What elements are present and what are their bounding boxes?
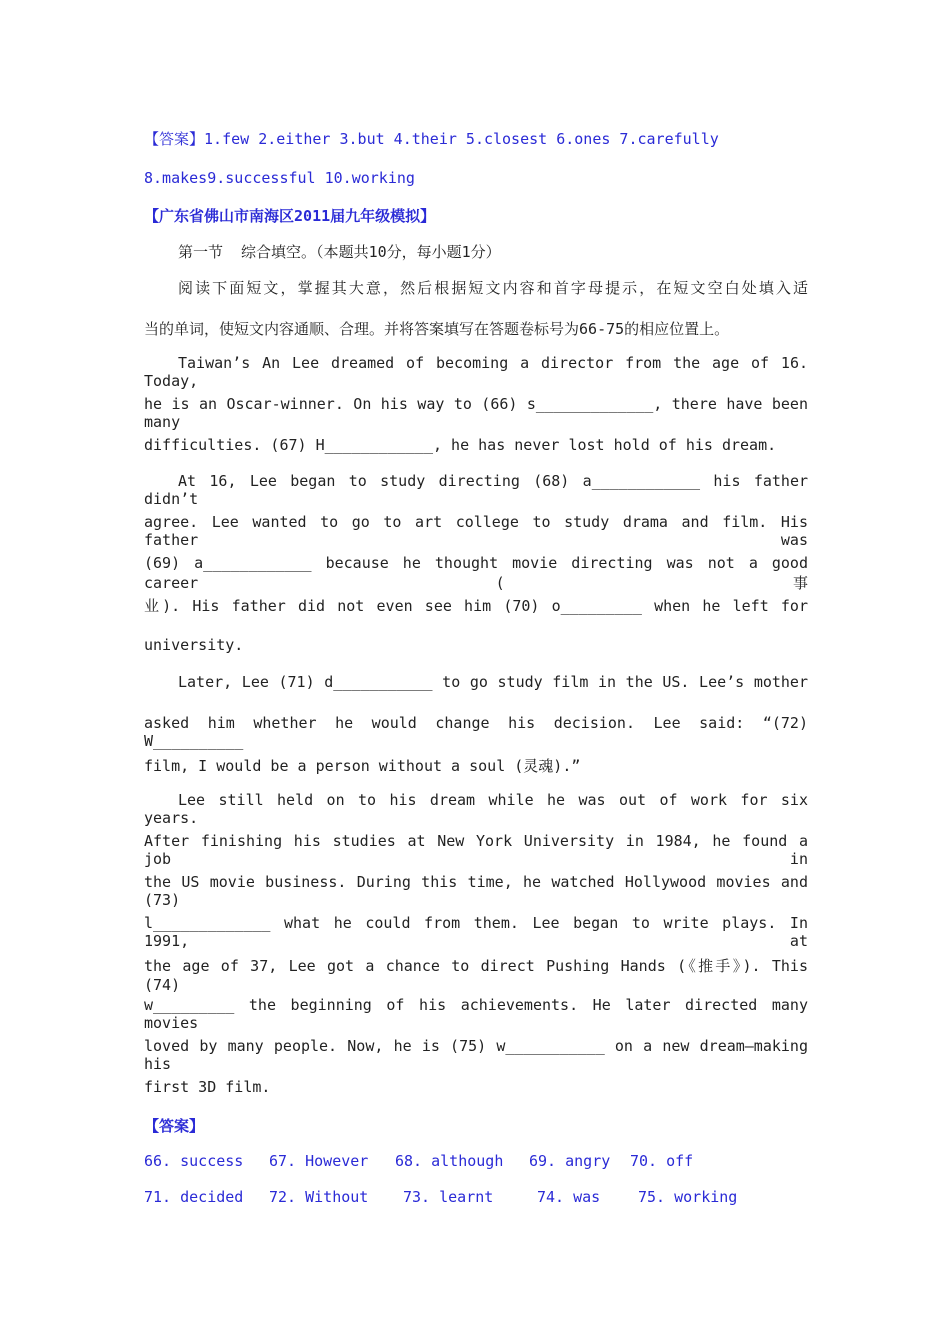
answer-label-2: 【答案】	[144, 1117, 205, 1135]
passage-line: At 16, Lee began to study directing (68) a____________ his father didn’t	[144, 472, 808, 508]
passage-line: the age of 37, Lee got a chance to direct Pushing Hands (《推手》). This (74)	[144, 957, 808, 994]
passage-line: (69) a____________ because he thought movie directing was not a good career (事	[144, 554, 808, 592]
passage-line: After finishing his studies at New York University in 1984, he found a job in	[144, 832, 808, 868]
answer-text: 1.few 2.either 3.but 4.their 5.closest 6.ones 7.carefully	[204, 130, 719, 148]
passage-line: Later, Lee (71) d___________ to go study film in the US. Lee’s mother	[178, 673, 808, 691]
passage-line: film, I would be a person without a soul (灵魂).”	[144, 757, 581, 775]
answer-line-2: 8.makes9.successful 10.working	[144, 169, 415, 187]
answer-item: 72. Without	[269, 1188, 369, 1206]
answer-item: 74. was	[537, 1188, 601, 1206]
answer-item: 73. learnt	[403, 1188, 494, 1206]
answer-item: 69. angry	[529, 1152, 611, 1170]
section-title: 第一节 综合填空。（本题共10分，每小题1分）	[178, 243, 501, 261]
passage-line: first 3D film.	[144, 1078, 271, 1096]
passage-line: Lee still held on to his dream while he was out of work for six years.	[144, 791, 808, 827]
passage-line: the US movie business. During this time, he watched Hollywood movies and (73)	[144, 873, 808, 909]
passage-line: l_____________ what he could from them. Lee began to write plays. In 1991, at	[144, 914, 808, 950]
instruction-line-1: 阅读下面短文，掌握其大意，然后根据短文内容和首字母提示，在短文空白处填入适	[178, 279, 808, 297]
passage-line: asked him whether he would change his decision. Lee said: “(72) W__________	[144, 714, 808, 750]
passage-line: w_________ the beginning of his achievements. He later directed many movies	[144, 996, 808, 1032]
passage-line: university.	[144, 636, 244, 654]
passage-line: he is an Oscar-winner. On his way to (66) s_____________, there have been many	[144, 395, 808, 431]
answer-item: 75. working	[638, 1188, 738, 1206]
answer-item: 68. although	[395, 1152, 504, 1170]
instruction-line-2: 当的单词，使短文内容通顺、合理。并将答案填写在答题卷标号为66-75的相应位置上。	[144, 320, 730, 338]
answer-item: 67. However	[269, 1152, 369, 1170]
answer-item: 70. off	[630, 1152, 694, 1170]
passage-line: difficulties. (67) H____________, he has never lost hold of his dream.	[144, 436, 777, 454]
passage-line: agree. Lee wanted to go to art college to study drama and film. His father was	[144, 513, 808, 549]
answer-item: 66. success	[144, 1152, 244, 1170]
answer-line-1	[144, 128, 719, 149]
passage-line: loved by many people. Now, he is (75) w___________ on a new dream—making his	[144, 1037, 808, 1073]
passage-line: 业). His father did not even see him (70) o_________ when he left for	[144, 597, 808, 615]
source-heading: 【广东省佛山市南海区2011届九年级模拟】	[144, 207, 436, 225]
answer-item: 71. decided	[144, 1188, 244, 1206]
answer-label: 【答案】	[144, 130, 205, 148]
passage-line: Taiwan’s An Lee dreamed of becoming a director from the age of 16. Today,	[144, 354, 808, 390]
